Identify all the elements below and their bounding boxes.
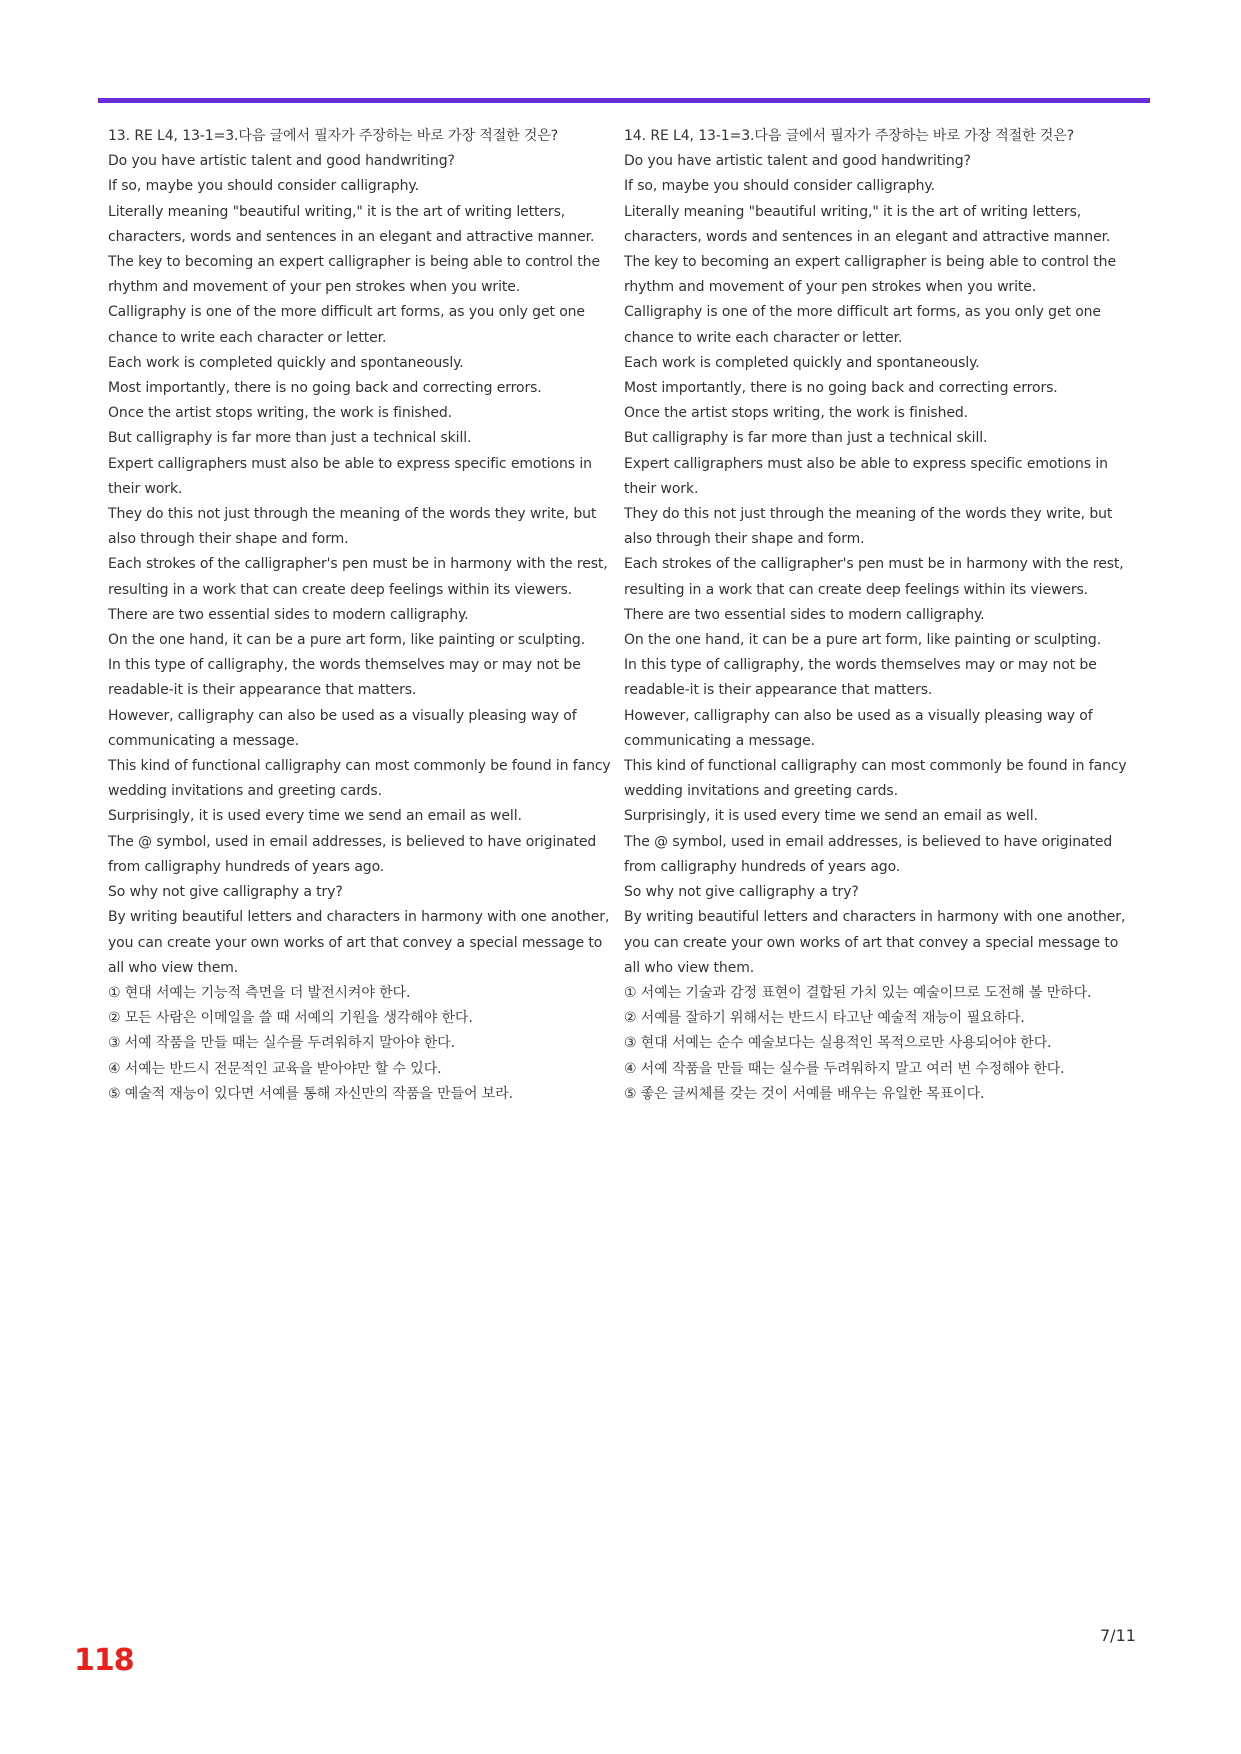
passage-sentence: If so, maybe you should consider calligraphy. [108,178,419,195]
passage-sentence: Once the artist stops writing, the work is finished. [108,405,453,422]
passage-sentence: However, calligraphy can also be used as a visually pleasing way of communicating a message. [624,707,1093,749]
passage-sentence: They do this not just through the meaning of the words they write, but also through their shape and form. [624,506,1113,548]
passage-sentence: By writing beautiful letters and characters in harmony with one another, you can create your own works of art that convey a special message to all who view them. [624,909,1126,976]
answer-choice-1[interactable]: ① 현대 서예는 기능적 측면을 더 발전시켜야 한다. [108,984,411,1001]
answer-choice-3[interactable]: ③ 서예 작품을 만들 때는 실수를 두려워하지 말아야 한다. [108,1035,455,1052]
passage-sentence: The key to becoming an expert calligrapher is being able to control the rhythm and movement of your pen strokes when you write. [108,254,600,296]
passage-sentence: The @ symbol, used in email addresses, is believed to have originated from calligraphy hundreds of years ago. [624,833,1113,875]
passage-sentence: Surprisingly, it is used every time we send an email as well. [624,808,1038,825]
answer-choice-2[interactable]: ② 모든 사람은 이메일을 쓸 때 서예의 기원을 생각해야 한다. [108,1010,473,1027]
passage-sentence: They do this not just through the meaning of the words they write, but also through their shape and form. [108,506,597,548]
passage-sentence: If so, maybe you should consider calligraphy. [624,178,935,195]
passage-sentence: So why not give calligraphy a try? [108,884,343,901]
answer-choice-4[interactable]: ④ 서예 작품을 만들 때는 실수를 두려워하지 말고 여러 번 수정해야 한다. [624,1060,1065,1077]
passage-sentence: Do you have artistic talent and good handwriting? [108,153,455,170]
passage-sentence: Literally meaning "beautiful writing," it is the art of writing letters, characters, words and sentences in an elegant and attractive manner. [624,203,1111,245]
passage-sentence: There are two essential sides to modern calligraphy. [624,606,985,623]
passage-sentence: Literally meaning "beautiful writing," it is the art of writing letters, characters, words and sentences in an elegant and attractive manner. [108,203,595,245]
passage-sentence: So why not give calligraphy a try? [624,884,859,901]
passage-sentence: Calligraphy is one of the more difficult art forms, as you only get one chance to write each character or letter. [624,304,1101,346]
page-count: 7/11 [1100,1626,1136,1645]
header-rule [98,98,1150,103]
answer-choice-5[interactable]: ⑤ 좋은 글씨체를 갖는 것이 서예를 배우는 유일한 목표이다. [624,1085,985,1102]
passage-sentence: But calligraphy is far more than just a technical skill. [108,430,472,447]
passage [108,149,620,981]
passage-sentence: Calligraphy is one of the more difficult art forms, as you only get one chance to write each character or letter. [108,304,585,346]
passage-sentence: Most importantly, there is no going back and correcting errors. [624,380,1058,397]
question-13 [108,124,620,1107]
passage-sentence: In this type of calligraphy, the words themselves may or may not be readable-it is their appearance that matters. [624,657,1097,699]
answer-choices [624,981,1136,1107]
passage-sentence: Each strokes of the calligrapher's pen must be in harmony with the rest, resulting in a work that can create deep feelings within its viewers. [108,556,608,598]
passage-sentence: Most importantly, there is no going back and correcting errors. [108,380,542,397]
answer-choice-1[interactable]: ① 서예는 기술과 감정 표현이 결합된 가치 있는 예술이므로 도전해 볼 만하다. [624,984,1092,1001]
passage-sentence: Each work is completed quickly and spontaneously. [624,354,980,371]
question-14 [624,124,1136,1107]
passage-sentence: However, calligraphy can also be used as a visually pleasing way of communicating a message. [108,707,577,749]
passage-sentence: In this type of calligraphy, the words themselves may or may not be readable-it is their appearance that matters. [108,657,581,699]
passage [624,149,1136,981]
passage-sentence: The key to becoming an expert calligrapher is being able to control the rhythm and movement of your pen strokes when you write. [624,254,1116,296]
passage-sentence: Surprisingly, it is used every time we send an email as well. [108,808,522,825]
question-title: 14. RE L4, 13-1=3.다음 글에서 필자가 주장하는 바로 가장 적절한 것은? [624,128,1075,144]
answer-choice-4[interactable]: ④ 서예는 반드시 전문적인 교육을 받아야만 할 수 있다. [108,1060,442,1077]
passage-sentence: But calligraphy is far more than just a technical skill. [624,430,988,447]
passage-sentence: The @ symbol, used in email addresses, is believed to have originated from calligraphy hundreds of years ago. [108,833,597,875]
passage-sentence: On the one hand, it can be a pure art form, like painting or sculpting. [624,632,1102,649]
page-number: 118 [74,1643,134,1678]
passage-sentence: Each strokes of the calligrapher's pen must be in harmony with the rest, resulting in a work that can create deep feelings within its viewers. [624,556,1124,598]
question-title: 13. RE L4, 13-1=3.다음 글에서 필자가 주장하는 바로 가장 적절한 것은? [108,128,559,144]
answer-choice-3[interactable]: ③ 현대 서예는 순수 예술보다는 실용적인 목적으로만 사용되어야 한다. [624,1035,1052,1052]
passage-sentence: On the one hand, it can be a pure art form, like painting or sculpting. [108,632,586,649]
passage-sentence: Expert calligraphers must also be able to express specific emotions in their work. [624,455,1108,497]
passage-sentence: By writing beautiful letters and characters in harmony with one another, you can create your own works of art that convey a special message to all who view them. [108,909,610,976]
passage-sentence: This kind of functional calligraphy can most commonly be found in fancy wedding invitations and greeting cards. [108,758,611,800]
passage-sentence: There are two essential sides to modern calligraphy. [108,606,469,623]
passage-sentence: Once the artist stops writing, the work is finished. [624,405,969,422]
passage-sentence: Do you have artistic talent and good handwriting? [624,153,971,170]
answer-choices [108,981,620,1107]
answer-choice-5[interactable]: ⑤ 예술적 재능이 있다면 서예를 통해 자신만의 작품을 만들어 보라. [108,1085,513,1102]
answer-choice-2[interactable]: ② 서예를 잘하기 위해서는 반드시 타고난 예술적 재능이 필요하다. [624,1010,1025,1027]
passage-sentence: Expert calligraphers must also be able to express specific emotions in their work. [108,455,592,497]
passage-sentence: Each work is completed quickly and spontaneously. [108,354,464,371]
passage-sentence: This kind of functional calligraphy can most commonly be found in fancy wedding invitations and greeting cards. [624,758,1127,800]
